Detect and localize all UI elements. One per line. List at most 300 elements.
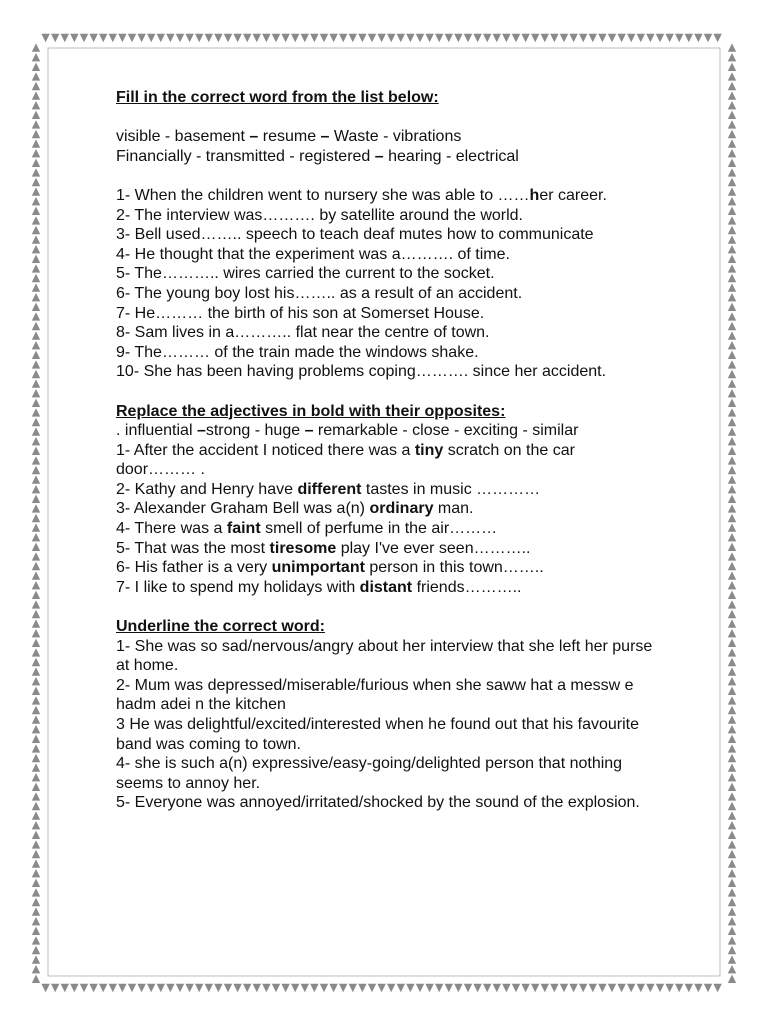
border-triangle	[728, 283, 736, 291]
border-triangle	[205, 34, 213, 42]
border-triangle	[665, 34, 673, 42]
border-triangle	[493, 984, 501, 992]
border-triangle	[233, 34, 241, 42]
border-triangle	[483, 34, 491, 42]
border-triangle	[728, 735, 736, 743]
border-triangle	[627, 984, 635, 992]
text-segment: remarkable - close - exciting - similar	[313, 422, 579, 440]
border-triangle	[329, 34, 337, 42]
border-triangle	[32, 677, 40, 685]
border-triangle	[728, 437, 736, 445]
border-triangle	[646, 984, 654, 992]
border-triangle	[425, 34, 433, 42]
border-triangle	[728, 159, 736, 167]
border-triangle	[728, 591, 736, 599]
border-triangle	[253, 34, 261, 42]
border-triangle	[512, 34, 520, 42]
border-triangle	[728, 715, 736, 723]
border-triangle	[157, 34, 165, 42]
exercise-item	[116, 715, 656, 754]
border-triangle	[137, 34, 145, 42]
border-triangle	[728, 274, 736, 282]
border-triangle	[32, 946, 40, 954]
border-triangle	[728, 101, 736, 109]
text-segment: . influential	[116, 422, 197, 440]
border-triangle	[32, 53, 40, 61]
border-triangle	[728, 466, 736, 474]
border-triangle	[728, 917, 736, 925]
border-triangle	[728, 130, 736, 138]
border-triangle	[32, 447, 40, 455]
border-triangle	[728, 226, 736, 234]
text-segment: 4- He thought that the experiment was a………. of time.	[116, 245, 510, 263]
border-triangle	[32, 341, 40, 349]
border-triangle	[704, 984, 712, 992]
border-triangle	[32, 139, 40, 147]
exercise-item	[116, 264, 656, 284]
border-triangle	[32, 159, 40, 167]
border-triangle	[397, 34, 405, 42]
border-triangle	[32, 72, 40, 80]
border-triangle	[32, 859, 40, 867]
border-triangle	[32, 322, 40, 330]
border-triangle	[728, 255, 736, 263]
border-triangle	[416, 34, 424, 42]
border-triangle	[32, 869, 40, 877]
exercise-item	[116, 304, 656, 324]
border-triangle	[728, 351, 736, 359]
bold-word: unimportant	[271, 559, 365, 577]
border-triangle	[32, 821, 40, 829]
border-triangle	[51, 984, 59, 992]
border-triangle	[32, 370, 40, 378]
border-triangle	[728, 831, 736, 839]
border-triangle	[728, 946, 736, 954]
border-triangle	[589, 34, 597, 42]
exercise-item	[116, 441, 656, 480]
border-triangle	[728, 965, 736, 973]
border-triangle	[32, 91, 40, 99]
bold-word: –	[320, 128, 330, 146]
border-triangle	[32, 274, 40, 282]
exercise-item	[116, 343, 656, 363]
text-segment: tastes in music …………	[361, 480, 541, 498]
border-triangle	[728, 610, 736, 618]
border-triangle	[713, 34, 721, 42]
border-triangle	[728, 802, 736, 810]
border-triangle	[32, 149, 40, 157]
bold-word: faint	[226, 520, 261, 538]
text-segment: 9- The……… of the train made the windows shake.	[116, 343, 479, 361]
border-triangle	[387, 34, 395, 42]
exercise-item	[116, 637, 656, 676]
border-triangle	[32, 927, 40, 935]
border-triangle	[32, 763, 40, 771]
border-triangle	[541, 34, 549, 42]
text-segment: hearing - electrical	[383, 147, 519, 165]
border-triangle	[310, 984, 318, 992]
border-triangle	[368, 984, 376, 992]
border-triangle	[32, 802, 40, 810]
border-triangle	[32, 581, 40, 589]
border-triangle	[32, 783, 40, 791]
text-segment: 6- The young boy lost his…….. as a result of an accident.	[116, 284, 523, 302]
border-triangle	[214, 984, 222, 992]
border-triangle	[728, 639, 736, 647]
border-triangle	[32, 715, 40, 723]
border-triangle	[728, 187, 736, 195]
border-triangle	[32, 207, 40, 215]
border-triangle	[675, 34, 683, 42]
border-triangle	[728, 667, 736, 675]
border-triangle	[195, 34, 203, 42]
exercise-item	[116, 225, 656, 245]
border-triangle	[32, 975, 40, 983]
text-segment: smell of perfume in the air………	[260, 520, 498, 538]
border-triangle	[32, 725, 40, 733]
border-triangle	[32, 562, 40, 570]
border-triangle	[32, 437, 40, 445]
border-triangle	[473, 34, 481, 42]
bold-word: distant	[359, 578, 413, 596]
border-triangle	[728, 197, 736, 205]
border-triangle	[377, 34, 385, 42]
text-segment: 1- After the accident I noticed there was a	[116, 441, 415, 459]
border-triangle	[728, 571, 736, 579]
border-triangle	[272, 984, 280, 992]
border-triangle	[685, 984, 693, 992]
border-triangle	[694, 984, 702, 992]
border-triangle	[550, 34, 558, 42]
border-triangle	[728, 427, 736, 435]
border-triangle	[435, 984, 443, 992]
border-triangle	[32, 744, 40, 752]
border-triangle	[32, 389, 40, 397]
border-triangle	[61, 984, 69, 992]
border-triangle	[728, 523, 736, 531]
border-triangle	[728, 303, 736, 311]
border-triangle	[728, 379, 736, 387]
border-triangle	[32, 264, 40, 272]
border-triangle	[728, 418, 736, 426]
border-triangle	[32, 293, 40, 301]
border-triangle	[728, 72, 736, 80]
border-triangle	[281, 34, 289, 42]
border-triangle	[262, 984, 270, 992]
border-triangle	[665, 984, 673, 992]
bold-word: different	[297, 480, 362, 498]
border-triangle	[728, 696, 736, 704]
border-triangle	[32, 840, 40, 848]
border-triangle	[176, 34, 184, 42]
exercise-item	[116, 793, 656, 813]
text-segment: friends………..	[412, 578, 522, 596]
border-triangle	[32, 245, 40, 253]
bold-word: tiresome	[269, 539, 337, 557]
text-segment: 2- The interview was………. by satellite around the world.	[116, 206, 523, 224]
border-triangle	[32, 475, 40, 483]
border-triangle	[166, 984, 174, 992]
section2-heading: Replace the adjectives in bold with their opposites:	[116, 402, 506, 420]
border-triangle	[728, 754, 736, 762]
border-triangle	[728, 927, 736, 935]
border-triangle	[589, 984, 597, 992]
border-triangle	[728, 207, 736, 215]
border-triangle	[493, 34, 501, 42]
bold-word: –	[304, 422, 314, 440]
bold-word: h	[529, 186, 540, 204]
border-triangle	[32, 495, 40, 503]
border-triangle	[61, 34, 69, 42]
border-triangle	[32, 850, 40, 858]
text-segment: man.	[433, 500, 474, 518]
text-segment: 3- Alexander Graham Bell was a(n)	[116, 500, 370, 518]
border-triangle	[728, 543, 736, 551]
border-triangle	[397, 984, 405, 992]
border-triangle	[728, 936, 736, 944]
border-triangle	[560, 34, 568, 42]
section1-word-list	[116, 127, 656, 166]
border-triangle	[128, 984, 136, 992]
border-triangle	[728, 504, 736, 512]
text-segment: 6- His father is a very	[116, 559, 272, 577]
border-triangle	[728, 341, 736, 349]
border-triangle	[728, 360, 736, 368]
border-triangle	[608, 984, 616, 992]
border-triangle	[32, 197, 40, 205]
border-triangle	[32, 418, 40, 426]
border-triangle	[262, 34, 270, 42]
border-triangle	[675, 984, 683, 992]
border-triangle	[32, 523, 40, 531]
border-triangle	[291, 34, 299, 42]
border-triangle	[32, 658, 40, 666]
border-triangle	[531, 34, 539, 42]
border-triangle	[253, 984, 261, 992]
border-triangle	[617, 34, 625, 42]
border-triangle	[728, 111, 736, 119]
border-triangle	[454, 34, 462, 42]
border-triangle	[80, 984, 88, 992]
border-triangle	[728, 216, 736, 224]
word-list-line	[116, 147, 656, 167]
border-triangle	[656, 984, 664, 992]
text-segment: 2- Mum was depressed/miserable/furious when she saww hat a messw e hadm adei n the kitchen	[116, 676, 634, 714]
section1-exercise-list	[116, 186, 656, 382]
border-triangle	[118, 34, 126, 42]
border-triangle	[32, 648, 40, 656]
border-triangle	[728, 322, 736, 330]
section2-exercise-list	[116, 441, 656, 598]
border-triangle	[728, 245, 736, 253]
border-triangle	[99, 984, 107, 992]
worksheet	[116, 88, 656, 813]
border-triangle	[502, 34, 510, 42]
border-triangle	[728, 821, 736, 829]
text-segment: scratch on the car door……… .	[116, 441, 575, 479]
border-triangle	[728, 763, 736, 771]
border-triangle	[32, 610, 40, 618]
border-triangle	[32, 792, 40, 800]
border-triangle	[147, 34, 155, 42]
border-triangle	[32, 216, 40, 224]
border-triangle	[728, 879, 736, 887]
border-triangle	[728, 475, 736, 483]
border-triangle	[137, 984, 145, 992]
border-triangle	[32, 427, 40, 435]
border-triangle	[728, 63, 736, 71]
border-triangle	[728, 744, 736, 752]
border-triangle	[32, 514, 40, 522]
border-triangle	[32, 696, 40, 704]
border-triangle	[32, 619, 40, 627]
border-triangle	[728, 495, 736, 503]
border-triangle	[32, 629, 40, 637]
border-triangle	[627, 34, 635, 42]
border-triangle	[569, 34, 577, 42]
border-triangle	[32, 466, 40, 474]
border-triangle	[281, 984, 289, 992]
border-triangle	[728, 648, 736, 656]
border-triangle	[728, 859, 736, 867]
border-triangle	[728, 907, 736, 915]
text-segment: visible - basement	[116, 128, 250, 146]
border-triangle	[32, 639, 40, 647]
border-triangle	[339, 984, 347, 992]
border-triangle	[728, 975, 736, 983]
border-triangle	[224, 34, 232, 42]
border-triangle	[608, 34, 616, 42]
exercise-item	[116, 323, 656, 343]
text-segment: 1- She was so sad/nervous/angry about her interview that she left her purse at home.	[116, 637, 653, 675]
border-triangle	[728, 149, 736, 157]
border-triangle	[301, 34, 309, 42]
border-triangle	[728, 447, 736, 455]
border-triangle	[32, 303, 40, 311]
border-triangle	[569, 984, 577, 992]
border-triangle	[32, 754, 40, 762]
border-triangle	[32, 187, 40, 195]
exercise-item	[116, 362, 656, 382]
exercise-item	[116, 499, 656, 519]
border-triangle	[704, 34, 712, 42]
exercise-item	[116, 558, 656, 578]
border-triangle	[387, 984, 395, 992]
exercise-item	[116, 676, 656, 715]
border-triangle	[728, 514, 736, 522]
border-triangle	[694, 34, 702, 42]
border-triangle	[32, 907, 40, 915]
border-triangle	[728, 725, 736, 733]
text-segment: Waste - vibrations	[329, 128, 462, 146]
bold-word: ordinary	[369, 500, 434, 518]
text-segment: person in this town……..	[364, 559, 544, 577]
border-triangle	[32, 178, 40, 186]
border-triangle	[118, 984, 126, 992]
border-triangle	[32, 735, 40, 743]
border-triangle	[358, 34, 366, 42]
border-triangle	[89, 984, 97, 992]
border-triangle	[728, 840, 736, 848]
border-triangle	[32, 965, 40, 973]
border-triangle	[579, 34, 587, 42]
text-segment: 3 He was delightful/excited/interested when he found out that his favourite band was coming to town.	[116, 716, 639, 753]
border-triangle	[32, 706, 40, 714]
border-triangle	[32, 485, 40, 493]
text-segment: 4- she is such a(n) expressive/easy-going/delighted person that nothing seems to annoy her.	[116, 755, 623, 792]
text-segment: 7- He……… the birth of his son at Somerset House.	[116, 304, 485, 322]
text-segment: 4- There was a	[116, 520, 227, 538]
border-triangle	[531, 984, 539, 992]
border-triangle	[339, 34, 347, 42]
border-triangle	[32, 533, 40, 541]
border-triangle	[32, 43, 40, 51]
border-triangle	[728, 485, 736, 493]
border-triangle	[728, 706, 736, 714]
border-triangle	[243, 984, 251, 992]
border-triangle	[89, 34, 97, 42]
border-triangle	[728, 677, 736, 685]
border-triangle	[728, 82, 736, 90]
word-list-line	[116, 421, 656, 441]
border-triangle	[728, 264, 736, 272]
border-triangle	[32, 82, 40, 90]
border-triangle	[445, 34, 453, 42]
border-triangle	[406, 984, 414, 992]
border-triangle	[32, 130, 40, 138]
border-triangle	[728, 783, 736, 791]
border-triangle	[473, 984, 481, 992]
border-triangle	[185, 984, 193, 992]
border-triangle	[310, 34, 318, 42]
border-triangle	[464, 34, 472, 42]
border-triangle	[728, 456, 736, 464]
border-triangle	[728, 898, 736, 906]
border-triangle	[728, 178, 736, 186]
border-triangle	[541, 984, 549, 992]
border-triangle	[32, 456, 40, 464]
border-triangle	[728, 91, 736, 99]
border-triangle	[445, 984, 453, 992]
exercise-item	[116, 578, 656, 598]
border-triangle	[728, 312, 736, 320]
section3-heading: Underline the correct word:	[116, 618, 325, 636]
text-segment: 7- I like to spend my holidays with	[116, 578, 360, 596]
border-triangle	[464, 984, 472, 992]
border-triangle	[320, 984, 328, 992]
border-triangle	[728, 850, 736, 858]
border-triangle	[32, 312, 40, 320]
border-triangle	[32, 235, 40, 243]
border-triangle	[32, 888, 40, 896]
border-triangle	[406, 34, 414, 42]
border-triangle	[99, 34, 107, 42]
border-triangle	[166, 34, 174, 42]
border-triangle	[70, 34, 78, 42]
border-triangle	[109, 34, 117, 42]
border-triangle	[243, 34, 251, 42]
border-triangle	[32, 360, 40, 368]
exercise-item	[116, 519, 656, 539]
border-triangle	[646, 34, 654, 42]
border-triangle	[637, 34, 645, 42]
border-triangle	[128, 34, 136, 42]
border-triangle	[521, 984, 529, 992]
border-triangle	[728, 869, 736, 877]
border-triangle	[713, 984, 721, 992]
border-triangle	[32, 101, 40, 109]
border-triangle	[358, 984, 366, 992]
